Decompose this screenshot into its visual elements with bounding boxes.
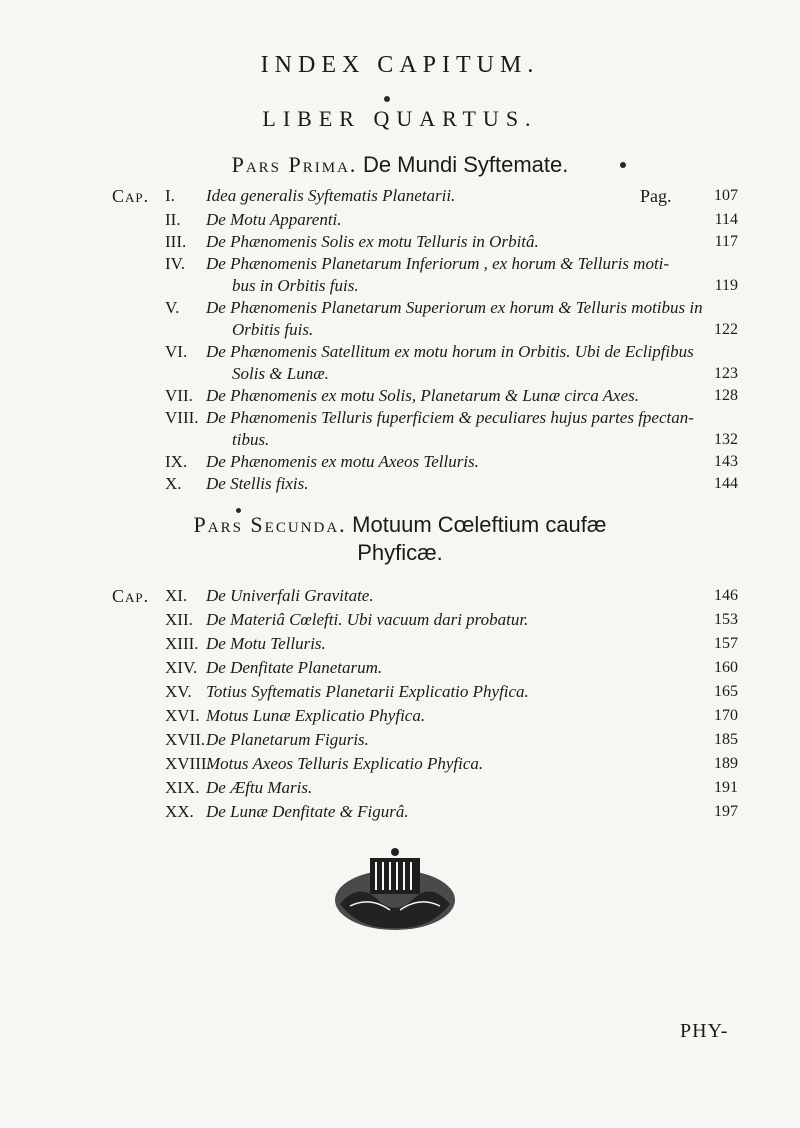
chapter-title: De Æftu Maris. [206, 778, 313, 797]
chapter-number: X. [165, 474, 182, 493]
page-number: 191 [714, 779, 738, 796]
toc-row [0, 754, 800, 774]
page-number: 197 [714, 803, 738, 820]
toc-row [0, 452, 800, 472]
chapter-title: De Phænomenis ex motu Axeos Telluris. [206, 452, 479, 471]
toc-row [0, 298, 800, 318]
cap-label: Cap. [112, 186, 150, 206]
chapter-title: De Phænomenis Planetarum Inferiorum , ex horum & Telluris moti- [206, 254, 670, 273]
chapter-number: VII. [165, 386, 193, 405]
toc-row-continued [0, 364, 800, 384]
toc-row [0, 254, 800, 274]
chapter-title-continued: tibus. [232, 430, 270, 449]
page-number: 114 [714, 211, 738, 228]
pag-label: Pag. [640, 186, 672, 206]
toc-row [0, 802, 800, 822]
chapter-number: XIV. [165, 658, 198, 677]
page-number: 128 [714, 387, 738, 404]
toc-row [0, 610, 800, 630]
toc-row [0, 682, 800, 702]
chapter-number: I. [165, 186, 175, 205]
page-number: 160 [714, 659, 738, 676]
toc-row [0, 778, 800, 798]
chapter-number: II. [165, 210, 181, 229]
dot-ornament [620, 162, 626, 168]
page-number: 153 [714, 611, 738, 628]
chapter-title: De Motu Apparenti. [206, 210, 342, 229]
chapter-title: De Phænomenis Solis ex motu Telluris in Orbitâ. [206, 232, 539, 251]
page-number: 146 [714, 587, 738, 604]
chapter-title: De Univerfali Gravitate. [206, 586, 374, 605]
chapter-number: XVII. [165, 730, 206, 749]
page-number: 122 [714, 321, 738, 338]
page-number: 170 [714, 707, 738, 724]
chapter-number: IX. [165, 452, 188, 471]
chapter-title: Motus Axeos Telluris Explicatio Phyfica. [206, 754, 484, 773]
dot-ornament [384, 96, 390, 102]
page-number: 165 [714, 683, 738, 700]
toc-row [0, 386, 800, 406]
chapter-title: De Phænomenis Planetarum Superiorum ex horum & Telluris motibus in [206, 298, 703, 317]
toc-row [0, 210, 800, 230]
chapter-title: Motus Lunæ Explicatio Phyfica. [206, 706, 426, 725]
chapter-title-continued: Solis & Lunæ. [232, 364, 329, 383]
page-number: 143 [714, 453, 738, 470]
chapter-title: De Lunæ Denfitate & Figurâ. [206, 802, 409, 821]
chapter-title: De Denfitate Planetarum. [206, 658, 383, 677]
chapter-number: XIX. [165, 778, 200, 797]
chapter-title: De Phænomenis Satellitum ex motu horum in Orbitis. Ubi de Eclipfibus [206, 342, 694, 361]
cap-label: Cap. [112, 586, 150, 606]
toc-row-continued [0, 430, 800, 450]
page-number: 189 [714, 755, 738, 772]
page-number: 157 [714, 635, 738, 652]
chapter-number: XI. [165, 586, 188, 605]
book-subtitle: LIBER QUARTUS. [262, 106, 538, 131]
chapter-title: De Planetarum Figuris. [206, 730, 369, 749]
toc-row [0, 634, 800, 654]
chapter-title: De Phænomenis Telluris fuperficiem & peculiares hujus partes fpectan- [206, 408, 694, 427]
chapter-number: XII. [165, 610, 193, 629]
chapter-number: XVI. [165, 706, 200, 725]
page-number: 144 [714, 475, 738, 492]
chapter-number: XVIII. [165, 754, 211, 773]
chapter-number: VIII. [165, 408, 199, 427]
index-title: INDEX CAPITUM. [260, 52, 540, 78]
chapter-title: De Materiâ Cœlefti. Ubi vacuum dari probatur. [206, 610, 529, 629]
toc-row [0, 408, 800, 428]
page-number: 132 [714, 431, 738, 448]
crown-vignette-icon [330, 840, 460, 936]
page-number: 117 [714, 233, 738, 250]
chapter-title: De Stellis fixis. [206, 474, 309, 493]
chapter-title-continued: Orbitis fuis. [232, 320, 314, 339]
part2-heading: Pars Secunda. Motuum Cœleftium caufæ [193, 512, 607, 537]
chapter-number: VI. [165, 342, 188, 361]
chapter-title-continued: bus in Orbitis fuis. [232, 276, 359, 295]
part1-heading: Pars Prima. De Mundi Syftemate. [231, 152, 569, 177]
catchword: PHY- [680, 1020, 729, 1042]
toc-row [0, 706, 800, 726]
toc-row-continued [0, 320, 800, 340]
chapter-number: XV. [165, 682, 192, 701]
chapter-number: III. [165, 232, 187, 251]
chapter-title: De Motu Telluris. [206, 634, 326, 653]
toc-row [0, 730, 800, 750]
chapter-number: XX. [165, 802, 194, 821]
page-number: 107 [714, 187, 738, 204]
chapter-number: V. [165, 298, 180, 317]
chapter-title: De Phænomenis ex motu Solis, Planetarum & Lunæ circa Axes. [206, 386, 639, 405]
toc-row [0, 342, 800, 362]
toc-row [0, 186, 800, 206]
page-number: 119 [714, 277, 738, 294]
toc-row [0, 658, 800, 678]
page-number: 123 [714, 365, 738, 382]
chapter-title: Totius Syftematis Planetarii Explicatio Phyfica. [206, 682, 529, 701]
chapter-number: IV. [165, 254, 185, 273]
page-number: 185 [714, 731, 738, 748]
toc-row [0, 586, 800, 606]
chapter-title: Idea generalis Syftematis Planetarii. [206, 186, 456, 205]
part2-heading-line2: Phyficæ. [357, 540, 443, 565]
toc-row [0, 474, 800, 494]
toc-row-continued [0, 276, 800, 296]
chapter-number: XIII. [165, 634, 199, 653]
toc-row [0, 232, 800, 252]
